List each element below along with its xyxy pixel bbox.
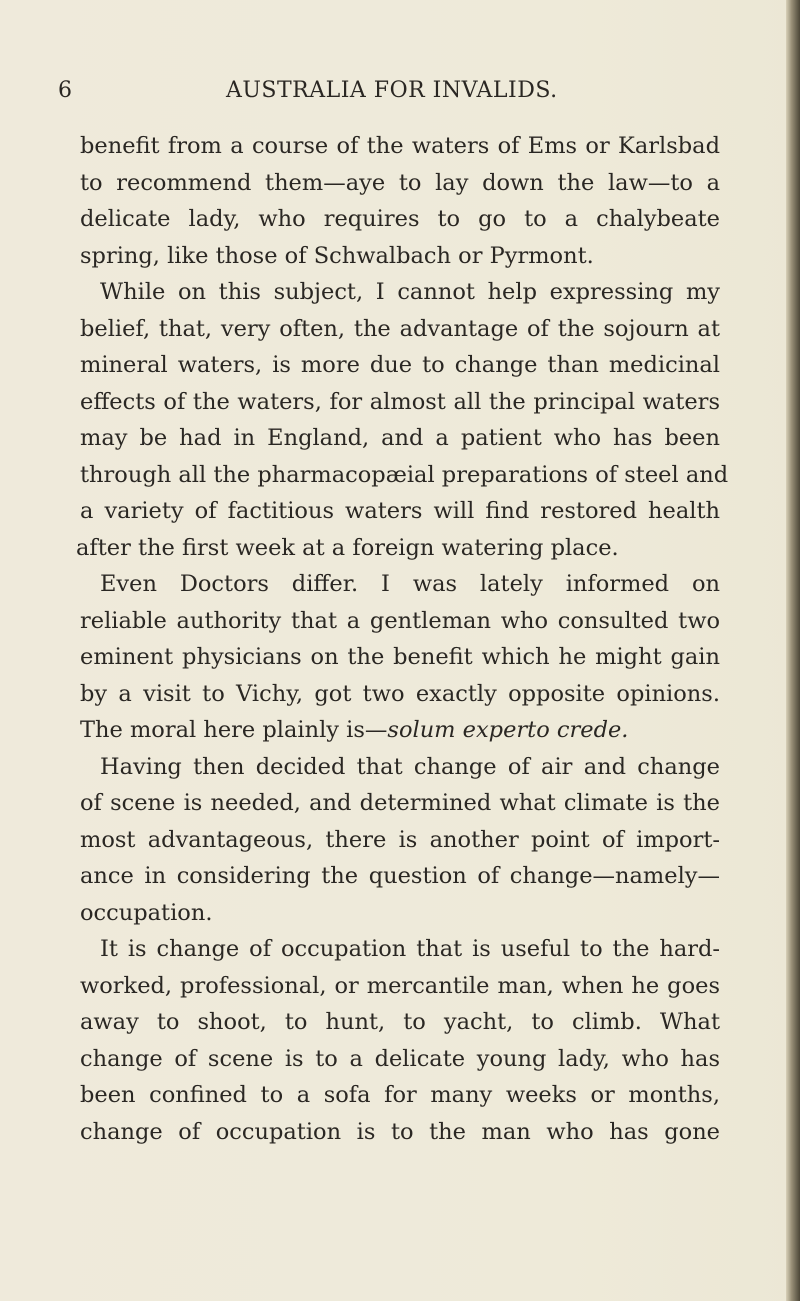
text-line: of scene is needed, and determined what climate is the bbox=[80, 790, 720, 816]
text-line: It is change of occupation that is useful to the hard- bbox=[100, 936, 720, 962]
text-line: by a visit to Vichy, got two exactly opposite opinions. bbox=[80, 680, 720, 707]
text-line: eminent physicians on the benefit which he might gain bbox=[80, 644, 720, 670]
text-line: benefit from a course of the waters of Ems or Karlsbad bbox=[80, 133, 720, 159]
text-line: change of occupation is to the man who has gone bbox=[80, 1118, 720, 1145]
text-line: may be had in England, and a patient who has been bbox=[80, 425, 720, 451]
text-line: after the first week at a foreign watering place. bbox=[76, 534, 619, 561]
page-header bbox=[58, 78, 718, 110]
text-line: a variety of factitious waters will find restored health bbox=[80, 498, 720, 524]
moral-line bbox=[80, 712, 720, 749]
text-line: While on this subject, I cannot help expressing my bbox=[100, 279, 720, 305]
text-line: effects of the waters, for almost all the principal waters bbox=[80, 388, 720, 415]
latin-phrase: solum experto crede. bbox=[387, 717, 629, 743]
text-line: delicate lady, who requires to go to a chalybeate bbox=[80, 206, 720, 232]
text-line: reliable authority that a gentleman who consulted two bbox=[80, 607, 720, 634]
text-line: Even Doctors differ. I was lately informed on bbox=[100, 571, 720, 597]
text-line: mineral waters, is more due to change than medicinal bbox=[80, 352, 720, 378]
moral-lead: The moral here plainly is— bbox=[80, 717, 388, 743]
page-edge-shadow bbox=[786, 0, 800, 1301]
text-line: most advantageous, there is another point of import- bbox=[80, 826, 720, 853]
text-line: ance in considering the question of change—namely— bbox=[80, 863, 720, 889]
text-line: to recommend them—aye to lay down the law—to a bbox=[80, 169, 720, 196]
text-line: worked, professional, or mercantile man, when he goes bbox=[80, 972, 720, 999]
body-text bbox=[76, 128, 729, 1150]
text-line: occupation. bbox=[80, 899, 213, 926]
text-line: Having then decided that change of air and change bbox=[100, 753, 720, 780]
text-line: spring, like those of Schwalbach or Pyrmont. bbox=[80, 242, 594, 269]
page-number: 6 bbox=[58, 78, 73, 103]
text-line: been confined to a sofa for many weeks or months, bbox=[80, 1082, 720, 1108]
text-line: away to shoot, to hunt, to yacht, to climb. What bbox=[80, 1009, 720, 1035]
text-line: belief, that, very often, the advantage of the sojourn at bbox=[80, 315, 720, 342]
text-line: change of scene is to a delicate young lady, who has bbox=[80, 1045, 720, 1072]
text-line: through all the pharmacopæial preparations of steel and bbox=[80, 461, 729, 488]
running-title: AUSTRALIA FOR INVALIDS. bbox=[226, 78, 558, 103]
